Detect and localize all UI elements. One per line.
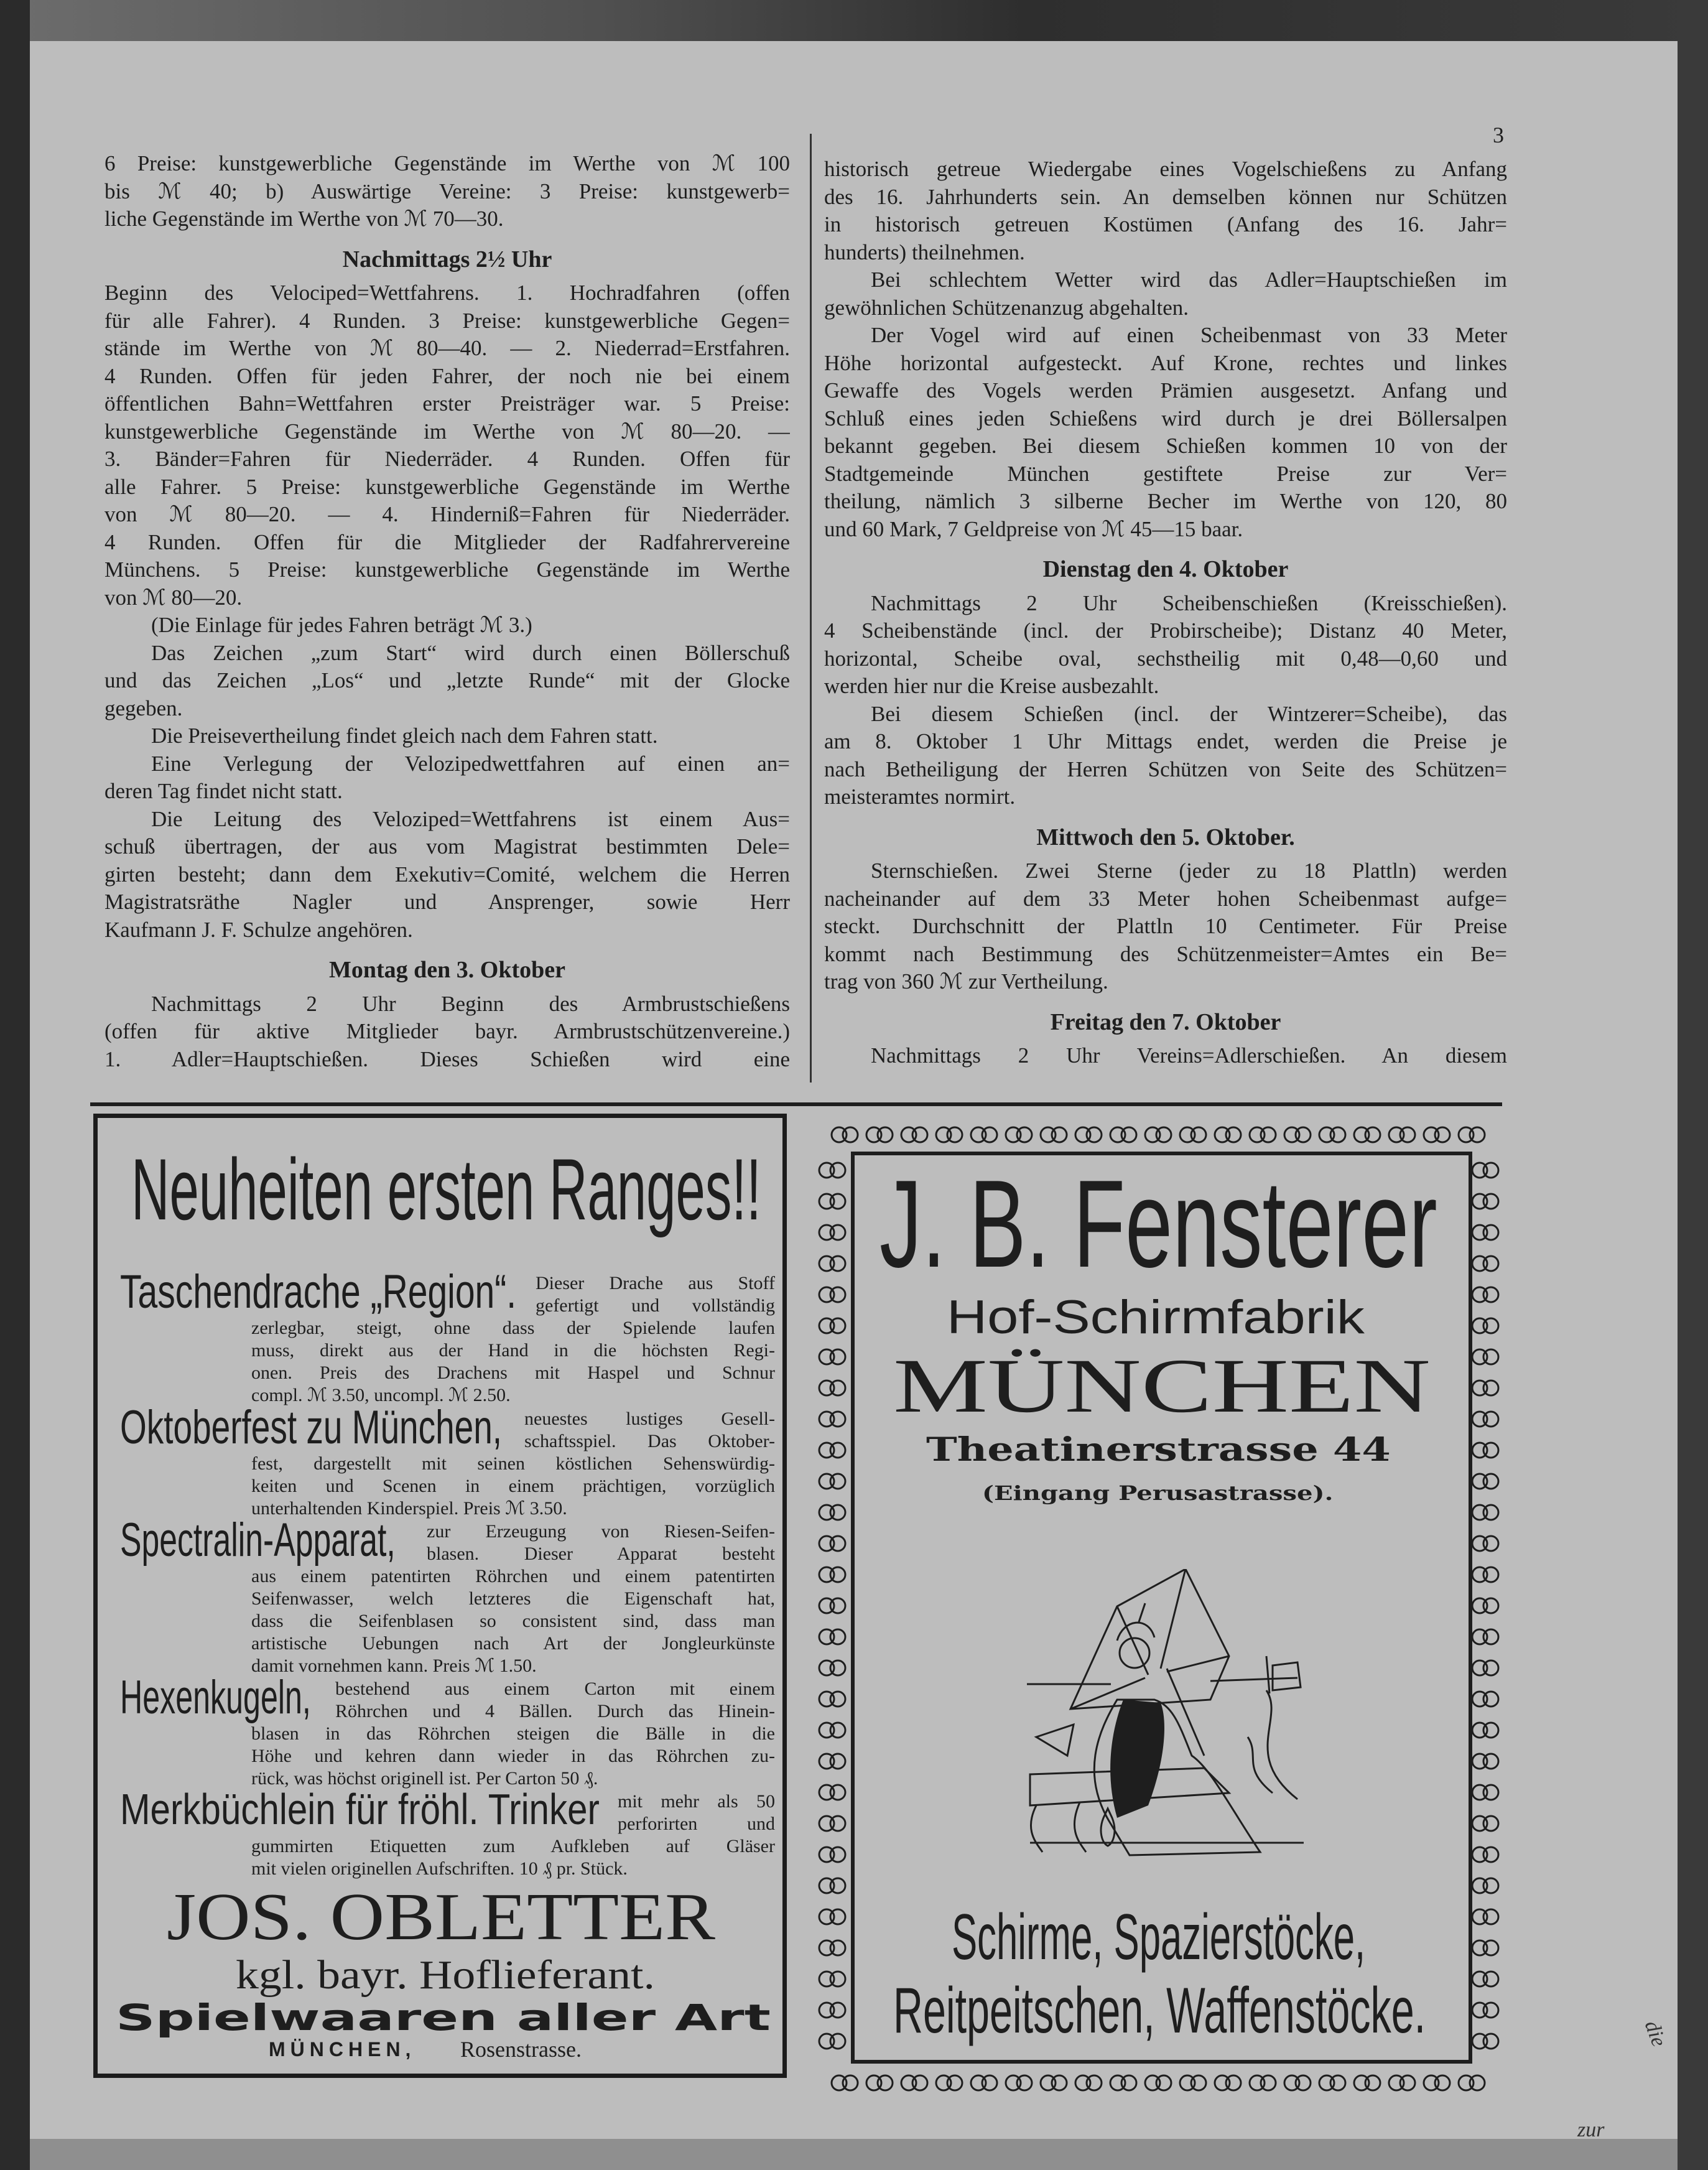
text-line: gewöhnlichen Schützenanzug abgehalten. <box>824 295 1189 320</box>
column-divider <box>810 134 812 1083</box>
ornament-loop <box>1156 2075 1171 2090</box>
paragraph <box>104 279 790 612</box>
ornament-loop <box>1483 1723 1498 1738</box>
text-line: Eine Verlegung der Velozipedwettfahren auf einen an= <box>151 751 790 776</box>
ornament-loop <box>1483 1692 1498 1707</box>
paragraph <box>104 612 790 640</box>
product-description-line: dass die Seifenblasen so consistent sind, dass man <box>251 1611 775 1631</box>
text-line: 4 Scheibenstände (incl. der Probirscheibe); Distanz 40 Meter, <box>824 618 1507 643</box>
text-line: Magistratsräthe Nagler und Ansprenger, sowie Herr <box>104 890 790 914</box>
ornament-loop <box>947 1127 962 1142</box>
text-line: werden hier nur die Kreise ausbezahlt. <box>824 674 1159 698</box>
ornament-loop <box>912 2075 927 2090</box>
text-line: von ℳ 80—20. — 4. Hinderniß=Fahren für Niederräder. <box>104 502 790 526</box>
ornament-loop <box>1156 1127 1171 1142</box>
ornament-loop <box>1330 1127 1345 1142</box>
ornament-loop <box>830 1412 845 1427</box>
ornament-loop <box>830 1692 845 1707</box>
ornament-loop <box>830 1474 845 1489</box>
ornament-loop <box>1435 2075 1450 2090</box>
ornament-loop <box>1483 1598 1498 1613</box>
product-description-line: keiten und Scenen in einem prächtigen, vorzüglich <box>251 1476 775 1496</box>
ornament-loop <box>1191 1127 1206 1142</box>
text-line: des 16. Jahrhunderts sein. An demselben können nur Schützen <box>824 184 1507 209</box>
product-description-line: blasen. Dieser Apparat besteht <box>427 1544 775 1564</box>
ornament-loop <box>830 1660 845 1675</box>
text-line: Nachmittags 2 Uhr Scheibenschießen (Kreisschießen). <box>871 590 1507 615</box>
product-description-line: compl. ℳ 3.50, uncompl. ℳ 2.50. <box>251 1385 511 1405</box>
margin-fragment: die <box>1640 2017 1671 2050</box>
section-heading: Nachmittags 2½ Uhr <box>342 246 552 272</box>
text-line: meisteramtes normirt. <box>824 785 1016 809</box>
scan-background-left <box>0 0 30 2170</box>
ornament-loop <box>830 1381 845 1395</box>
text-line: öffentlichen Bahn=Wettfahren erster Preisträger war. 5 Preise: <box>104 391 790 416</box>
ornament-loop <box>1483 1381 1498 1395</box>
text-line: trag von 360 ℳ zur Vertheilung. <box>824 969 1108 994</box>
product-description-line: Röhrchen und 4 Bällen. Durch das Hinein- <box>335 1701 775 1721</box>
ornament-loop <box>843 1127 858 1142</box>
product-title: Spectralin-Apparat, <box>120 1514 396 1567</box>
product-description-line: mit vielen originellen Aufschriften. 10 ₰ pr. Stück. <box>251 1858 628 1879</box>
right-text-column <box>824 156 1507 1070</box>
product-description-line: blasen in das Röhrchen steigen die Bälle in die <box>251 1723 775 1744</box>
ornament-loop <box>1296 1127 1311 1142</box>
text-line: hunderts) theilnehmen. <box>824 240 1025 264</box>
text-line: Beginn des Velociped=Wettfahrens. 1. Hochradfahren (offen <box>104 281 790 305</box>
text-line: Kaufmann J. F. Schulze angehören. <box>104 917 413 942</box>
ornament-loop <box>830 1536 845 1551</box>
ornament-loop <box>1226 1127 1241 1142</box>
text-line: Der Vogel wird auf einen Scheibenmast von 33 Meter <box>871 323 1507 347</box>
ornament-loop <box>1483 1909 1498 1924</box>
paragraph <box>824 701 1507 811</box>
text-line: alle Fahrer. 5 Preise: kunstgewerbliche Gegenstände im Werthe <box>104 474 790 499</box>
product-description-line: perforirten und <box>618 1814 775 1834</box>
product-description-line: Höhe und kehren dann wieder in das Röhrchen zu- <box>251 1746 775 1766</box>
text-line: nach Betheiligung der Herren Schützen von Seite des Schützen= <box>824 757 1507 781</box>
ornament-loop <box>1483 1474 1498 1489</box>
ornament-loop <box>1121 2075 1136 2090</box>
ornament-loop <box>878 1127 893 1142</box>
paragraph <box>104 722 790 750</box>
lady-jacket <box>1110 1700 1164 1818</box>
firm-city: MÜNCHEN, <box>269 2038 416 2061</box>
ornament-loop <box>1483 1567 1498 1582</box>
text-line: von ℳ 80—20. <box>104 585 243 610</box>
ornament-loop <box>1483 1194 1498 1209</box>
horizontal-rule <box>90 1102 1502 1106</box>
ornament-loop <box>1483 2003 1498 2018</box>
ornament-loop <box>1191 2075 1206 2090</box>
text-line: 1. Adler=Hauptschießen. Dieses Schießen wird eine <box>104 1046 790 1071</box>
product-description-line: fest, dargestellt mit seinen köstlichen Sehenswürdig- <box>251 1453 775 1474</box>
product-title: Oktoberfest zu München, <box>120 1401 503 1454</box>
text-line: (offen für aktive Mitglieder bayr. Armbrustschützenvereine.) <box>104 1019 790 1043</box>
product-description-line: zur Erzeugung von Riesen-Seifen- <box>427 1521 775 1542</box>
ornament-loop <box>830 1505 845 1520</box>
product-description-line: neuestes lustiges Gesell- <box>524 1409 775 1429</box>
ornament-loop <box>1483 1443 1498 1458</box>
paragraph <box>104 150 790 233</box>
lady-with-umbrella-illustration <box>1024 1569 1304 1858</box>
product-description-line: mit mehr als 50 <box>618 1791 775 1812</box>
road <box>1248 1690 1297 1799</box>
text-line: kommt nach Bestimmung des Schützenmeister=Amtes ein Be= <box>824 941 1507 966</box>
ornament-loop <box>830 1287 845 1302</box>
ornament-loop <box>1483 1536 1498 1551</box>
ornament-loop <box>982 2075 997 2090</box>
text-line: Die Preisevertheilung findet gleich nach dem Fahren statt. <box>151 724 658 748</box>
text-line: schuß übertragen, der aus vom Magistrat bestimmten Dele= <box>104 834 790 859</box>
margin-fragment: zur <box>1577 2118 1605 2141</box>
product-description-line: onen. Preis des Drachens mit Haspel und Schnur <box>251 1362 775 1383</box>
product-description-line: schaftsspiel. Das Oktober- <box>524 1431 775 1451</box>
text-line: am 8. Oktober 1 Uhr Mittags endet, werden die Preise je <box>824 729 1507 753</box>
ornament-loop <box>830 1349 845 1364</box>
text-line: Münchens. 5 Preise: kunstgewerbliche Gegenstände im Werthe <box>104 557 790 582</box>
section-heading: Mittwoch den 5. Oktober. <box>1036 824 1295 850</box>
ornament-loop <box>830 1816 845 1831</box>
ornament-loop <box>1483 1972 1498 1986</box>
text-line: kunstgewerbliche Gegenstände im Werthe von ℳ 80—20. — <box>104 419 790 444</box>
product-description-line: Dieser Drache aus Stoff <box>536 1273 775 1293</box>
company-entrance: (Eingang Perusastrasse). <box>982 1481 1334 1505</box>
product-description-line: damit vornehmen kann. Preis ℳ 1.50. <box>251 1655 537 1676</box>
ornament-loop <box>947 2075 962 2090</box>
text-line: Die Leitung des Veloziped=Wettfahrens ist einem Aus= <box>151 806 790 831</box>
text-line: Nachmittags 2 Uhr Beginn des Armbrustschießens <box>151 991 790 1016</box>
ad-headline: Neuheiten ersten Ranges!! <box>131 1140 761 1238</box>
firm-title: kgl. bayr. Hoflieferant. <box>236 1952 655 1998</box>
ornament-loop <box>1483 1629 1498 1644</box>
company-address: Theatinerstrasse 44 <box>926 1431 1391 1469</box>
page-number: 3 <box>1493 123 1504 147</box>
ornament-loop <box>1435 1127 1450 1142</box>
text-line: in historisch getreuen Kostümen (Anfang des 16. Jahr= <box>824 212 1507 236</box>
ornament-loop <box>1483 1225 1498 1240</box>
ornament-loop <box>982 1127 997 1142</box>
ornament-loop <box>830 1723 845 1738</box>
horizon <box>1027 1678 1297 1684</box>
text-line: deren Tag findet nicht statt. <box>104 779 343 803</box>
text-line: liche Gegenstände im Werthe von ℳ 70—30. <box>104 207 504 231</box>
ornament-loop <box>1470 1127 1485 1142</box>
ornament-loop <box>1483 1754 1498 1769</box>
ornament-loop <box>830 1754 845 1769</box>
product-description-line: unterhaltenden Kinderspiel. Preis ℳ 3.50. <box>251 1498 567 1519</box>
ornament-loop <box>843 2075 858 2090</box>
ornament-loop <box>1483 1163 1498 1178</box>
text-line: horizontal, Scheibe oval, sechstheilig mit 0,48—0,60 und <box>824 646 1507 671</box>
product-title: Hexenkugeln, <box>120 1671 311 1724</box>
text-line: Schluß eines jeden Schießens wird durch je drei Böllersalpen <box>824 406 1507 431</box>
product-description-line: gummirten Etiquetten zum Aufkleben auf Gläser <box>251 1836 775 1856</box>
ornament-loop <box>1017 2075 1032 2090</box>
text-line: bis ℳ 40; b) Auswärtige Vereine: 3 Preise: kunstgewerb= <box>104 179 790 203</box>
paragraph <box>104 806 790 944</box>
product-description-line: zerlegbar, steigt, ohne dass der Spielende laufen <box>251 1318 775 1338</box>
ornament-loop <box>1400 2075 1415 2090</box>
paragraph <box>824 266 1507 322</box>
company-name: J. B. Fensterer <box>880 1155 1437 1293</box>
ornament-loop <box>1261 2075 1276 2090</box>
paragraph <box>824 1042 1507 1070</box>
ornament-loop <box>1483 1660 1498 1675</box>
product-description-line: Seifenwasser, welch letzteres die Eigenschaft hat, <box>251 1588 775 1609</box>
ornament-loop <box>1017 1127 1032 1142</box>
text-line: gegeben. <box>104 696 183 720</box>
ornament-loop <box>1483 1349 1498 1364</box>
section-heading: Montag den 3. Oktober <box>329 957 565 983</box>
firm-street: Rosenstrasse. <box>460 2037 582 2062</box>
paragraph <box>824 156 1507 266</box>
text-line: historisch getreue Wiedergabe eines Vogelschießens zu Anfang <box>824 157 1507 181</box>
ornament-loop <box>912 1127 927 1142</box>
ornament-loop <box>830 1785 845 1800</box>
product-title: Merkbüchlein für fröhl. Trinker <box>120 1785 600 1833</box>
text-line: Bei schlechtem Wetter wird das Adler=Hauptschießen im <box>871 268 1507 292</box>
ornament-loop <box>830 1598 845 1613</box>
product-description-line: rück, was höchst originell ist. Per Carton 50 ₰. <box>251 1768 598 1789</box>
section-heading: Dienstag den 4. Oktober <box>1042 556 1289 582</box>
text-line: girten besteht; dann dem Exekutiv=Comité, welchem die Herren <box>104 862 790 887</box>
product-description-line: muss, direkt aus der Hand in die höchsten Regi- <box>251 1340 775 1361</box>
ornament-loop <box>1470 2075 1485 2090</box>
text-line: (Die Einlage für jedes Fahren beträgt ℳ 3.) <box>151 613 532 637</box>
ornament-loop <box>1483 1847 1498 1862</box>
text-line: Nachmittags 2 Uhr Vereins=Adlerschießen. An diesem <box>871 1043 1507 1068</box>
text-line: und das Zeichen „Los“ und „letzte Runde“ mit der Glocke <box>104 668 790 692</box>
ornament-loop <box>830 1225 845 1240</box>
text-line: Gewaffe des Vogels werden Prämien ausgesetzt. Anfang und <box>824 378 1507 403</box>
carriage-figure <box>1266 1656 1301 1693</box>
product-description-line: aus einem patentirten Röhrchen und einem patentirten <box>251 1566 775 1586</box>
umbrella <box>1070 1569 1229 1709</box>
section-heading: Freitag den 7. Oktober <box>1050 1008 1281 1035</box>
ornament-loop <box>1400 1127 1415 1142</box>
text-line: steckt. Durchschnitt der Plattln 10 Centimeter. Für Preise <box>824 914 1507 938</box>
ornament-loop <box>1483 1940 1498 1955</box>
ornament-loop <box>1052 1127 1067 1142</box>
paragraph <box>104 640 790 723</box>
firm-tagline: Spielwaaren aller Art <box>116 1996 771 2039</box>
products-line-1: Schirme, Spazierstöcke, <box>952 1901 1366 1973</box>
text-line: Stadtgemeinde München gestiftete Preise zur Ver= <box>824 461 1507 486</box>
text-line: Sternschießen. Zwei Sterne (jeder zu 18 Plattln) werden <box>871 859 1507 883</box>
scan-background-top <box>0 0 1708 41</box>
text-line: für alle Fahrer). 4 Runden. 3 Preise: kunstgewerbliche Gegen= <box>104 308 790 333</box>
ornament-loop <box>830 1318 845 1333</box>
ornament-loop <box>830 1878 845 1893</box>
ornament-loop <box>830 1567 845 1582</box>
ornament-loop <box>830 2034 845 2049</box>
ornament-loop <box>1483 1412 1498 1427</box>
ornament-loop <box>1365 1127 1380 1142</box>
ornament-loop <box>1483 2034 1498 2049</box>
ornament-loop <box>1483 1816 1498 1831</box>
paragraph <box>824 590 1507 701</box>
ornament-loop <box>830 1972 845 1986</box>
text-line: Bei diesem Schießen (incl. der Wintzerer=Scheibe), das <box>871 701 1507 726</box>
ornament-loop <box>1483 1505 1498 1520</box>
ornament-loop <box>1483 1318 1498 1333</box>
ornament-loop <box>1087 1127 1102 1142</box>
text-line: und 60 Mark, 7 Geldpreise von ℳ 45—15 baar. <box>824 516 1243 541</box>
products-line-2: Reitpeitschen, Waffenstöcke. <box>893 1975 1426 2047</box>
scan-background-right <box>1678 0 1708 2170</box>
text-line: theilung, nämlich 3 silberne Becher im Werthe von 120, 80 <box>824 489 1507 513</box>
text-line: 3. Bänder=Fahren für Niederräder. 4 Runden. Offen für <box>104 447 790 471</box>
paragraph <box>104 990 790 1074</box>
ornament-loop <box>1121 1127 1136 1142</box>
ornament-loop <box>830 1256 845 1271</box>
ornament-loop <box>1296 2075 1311 2090</box>
ornament-loop <box>1365 2075 1380 2090</box>
text-line: Höhe horizontal aufgesteckt. Auf Krone, rechtes und linkes <box>824 350 1507 375</box>
text-line: 4 Runden. Offen für die Mitglieder der Radfahrervereine <box>104 529 790 554</box>
ornament-loop <box>830 1940 845 1955</box>
ornament-loop <box>830 1194 845 1209</box>
ornament-loop <box>1483 1287 1498 1302</box>
ornament-loop <box>1483 1878 1498 1893</box>
ornament-loop <box>1087 2075 1102 2090</box>
ornament-loop <box>1483 1256 1498 1271</box>
text-line: 6 Preise: kunstgewerbliche Gegenstände im Werthe von ℳ 100 <box>104 151 790 175</box>
ornament-loop <box>830 2003 845 2018</box>
product-title: Taschendrache „Region“. <box>120 1265 517 1318</box>
paragraph <box>824 322 1507 543</box>
text-line: 4 Runden. Offen für jeden Fahrer, der noch nie bei einem <box>104 363 790 388</box>
ornament-loop <box>1261 1127 1276 1142</box>
ornament-loop <box>830 1909 845 1924</box>
paragraph <box>824 857 1507 996</box>
product-description-line: gefertigt und vollständig <box>536 1295 775 1316</box>
ornament-loop <box>830 1443 845 1458</box>
paragraph <box>104 750 790 806</box>
ornament-loop <box>1483 1785 1498 1800</box>
lady-hat <box>1117 1603 1154 1641</box>
ornament-loop <box>830 1629 845 1644</box>
product-description-line: bestehend aus einem Carton mit einem <box>335 1679 775 1699</box>
company-city: MÜNCHEN <box>893 1343 1431 1428</box>
ornament-loop <box>830 1163 845 1178</box>
text-line: Das Zeichen „zum Start“ wird durch einen Böllerschuß <box>151 640 790 665</box>
ornament-loop <box>1226 2075 1241 2090</box>
ornament-loop <box>1330 2075 1345 2090</box>
text-line: bekannt gegeben. Bei diesem Schießen kommen 10 von der <box>824 434 1507 458</box>
ornament-loop <box>878 2075 893 2090</box>
text-line: nacheinander auf dem 33 Meter hohen Scheibenmast aufge= <box>824 886 1507 911</box>
ornament-loop <box>1052 2075 1067 2090</box>
text-line: stände im Werthe von ℳ 80—40. — 2. Niederrad=Erstfahren. <box>104 336 790 360</box>
firm-name: JOS. OBLETTER <box>167 1880 716 1954</box>
company-business: Hof-Schirmfabrik <box>947 1291 1365 1344</box>
product-description-line: artistische Uebungen nach Art der Jongleurkünste <box>251 1633 775 1654</box>
left-text-column <box>104 150 790 1073</box>
ornament-loop <box>830 1847 845 1862</box>
